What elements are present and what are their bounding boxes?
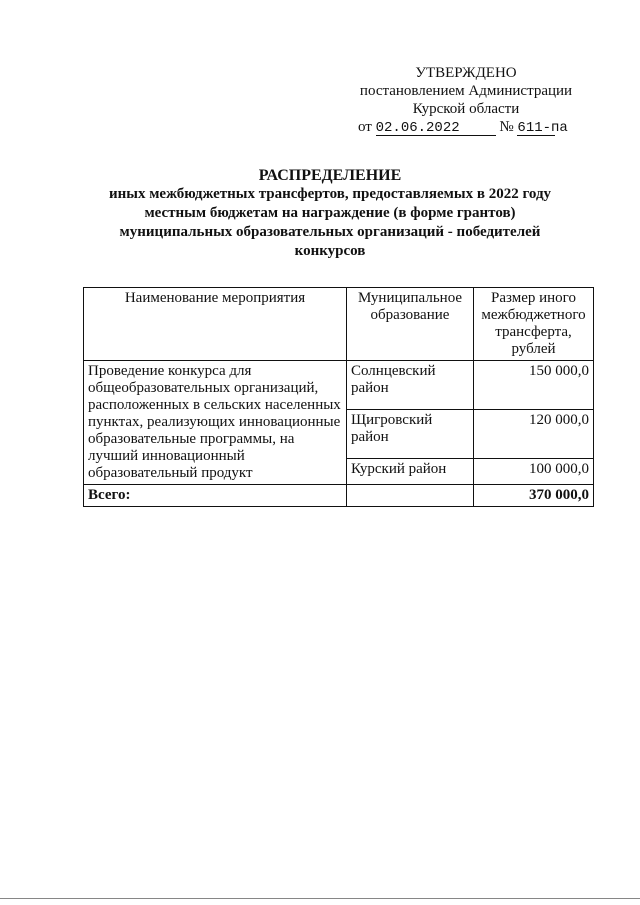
header-municipality: Муниципальное образование (347, 288, 474, 361)
header-amount: Размер иного межбюджетного трансферта, рублей (474, 288, 594, 361)
approval-line-1: постановлением Администрации (359, 83, 573, 99)
document-title (60, 166, 600, 261)
scan-edge-line (0, 898, 640, 899)
header-event: Наименование мероприятия (84, 288, 347, 361)
title-line-2: местным бюджетам на награждение (в форме грантов) (144, 205, 516, 221)
number-prefix: № (499, 119, 514, 135)
amount-cell: 100 000,0 (474, 459, 594, 485)
total-amount: 370 000,0 (474, 485, 594, 507)
approval-date-line (352, 118, 580, 136)
approval-stamp (352, 64, 580, 136)
table-row (84, 361, 594, 410)
municipality-cell: Солнцевский район (347, 361, 474, 410)
approval-number: 611-па (517, 120, 568, 136)
table-header-row (84, 288, 594, 361)
title-line-4: конкурсов (294, 243, 366, 259)
total-empty-cell (347, 485, 474, 507)
distribution-table (83, 287, 594, 507)
date-prefix: от (358, 119, 372, 135)
amount-cell: 150 000,0 (474, 361, 594, 410)
title-line-3: муниципальных образовательных организаций - победителей (119, 224, 541, 240)
approval-heading: УТВЕРЖДЕНО (415, 65, 517, 81)
title-main: РАСПРЕДЕЛЕНИЕ (258, 167, 402, 184)
total-label: Всего: (84, 485, 347, 507)
municipality-cell: Щигровский район (347, 410, 474, 459)
approval-line-2: Курской области (412, 101, 520, 117)
municipality-cell: Курский район (347, 459, 474, 485)
event-description: Проведение конкурса для общеобразовательных организаций, расположенных в сельских населенных пунктах, реализующих инновационные образовательные программы, на лучший инновационный образовательный продукт (84, 361, 347, 485)
table-total-row (84, 485, 594, 507)
title-line-1: иных межбюджетных трансфертов, предоставляемых в 2022 году (108, 186, 552, 202)
amount-cell: 120 000,0 (474, 410, 594, 459)
approval-date: 02.06.2022 (376, 121, 496, 136)
